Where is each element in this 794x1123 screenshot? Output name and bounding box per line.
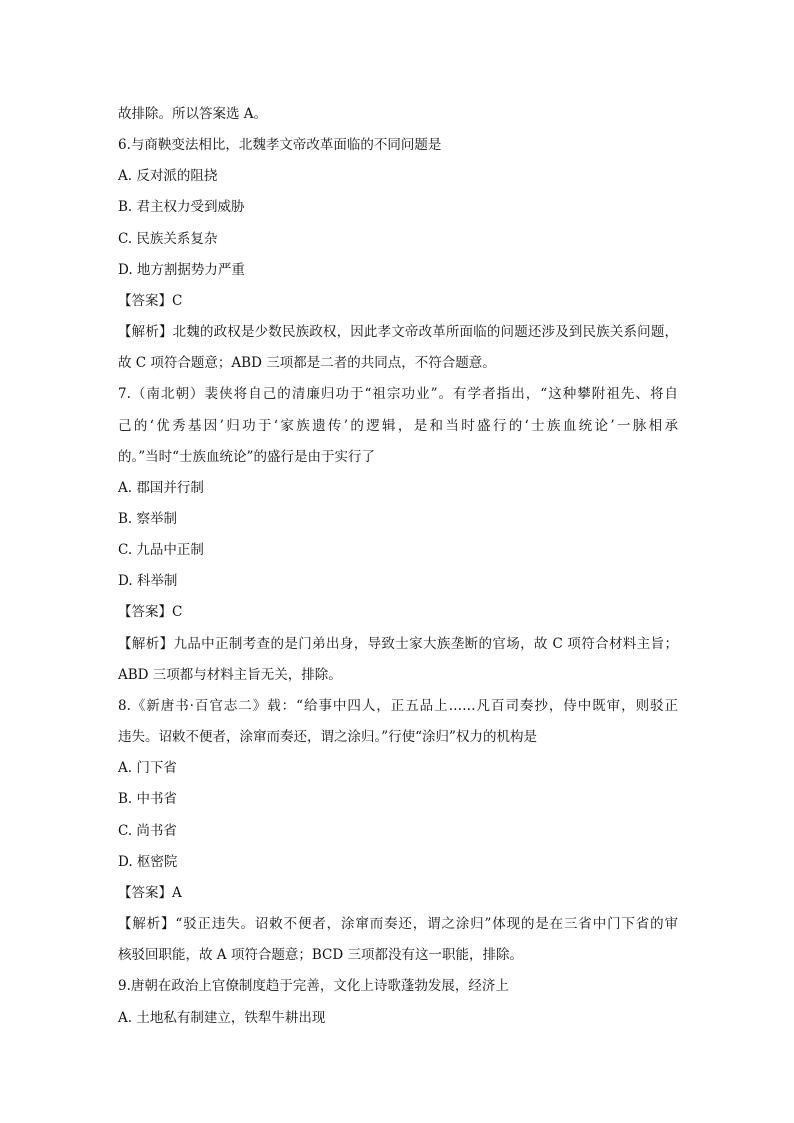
question-6-option-a: A. 反对派的阻挠 (118, 168, 218, 184)
question-8-option-a: A. 门下省 (118, 760, 177, 776)
question-9-stem: 9.唐朝在政治上官僚制度趋于完善，文化上诗歌蓬勃发展，经济上 (118, 978, 509, 994)
question-8-answer: 【答案】A (118, 885, 182, 901)
question-7-stem-line-2: 己的‘优秀基因’归功于‘家族遗传’的逻辑，是和当时盛行的‘士族血统论’一脉相承 (118, 418, 678, 434)
question-7-analysis-line-2: ABD 三项都与材料主旨无关，排除。 (118, 667, 342, 683)
question-8-option-d: D. 枢密院 (118, 854, 178, 870)
question-7-option-b: B. 察举制 (118, 511, 178, 527)
question-7-option-c: C. 九品中正制 (118, 542, 204, 558)
question-6-option-b: B. 君主权力受到威胁 (118, 199, 245, 215)
question-7-option-d: D. 科举制 (118, 573, 178, 589)
question-9-option-a: A. 土地私有制建立，铁犁牛耕出现 (118, 1010, 326, 1026)
question-6-option-d: D. 地方割据势力严重 (118, 262, 245, 278)
question-6-stem: 6.与商鞅变法相比，北魏孝文帝改革面临的不同问题是 (118, 137, 442, 153)
question-8-stem-line-2: 违失。诏敕不便者，涂窜而奏还，谓之涂归。”行使“涂归”权力的机构是 (118, 729, 537, 745)
question-6-analysis-line-1: 【解析】北魏的政权是少数民族政权，因此孝文帝改革所面临的问题还涉及到民族关系问题， (118, 324, 678, 340)
question-8-analysis-line-2: 核驳回职能，故 A 项符合题意；BCD 三项都没有这一职能，排除。 (118, 947, 523, 963)
text-line-answer-5-end: 故排除。所以答案选 A。 (118, 106, 268, 122)
question-7-option-a: A. 郡国并行制 (118, 480, 204, 496)
question-8-analysis-line-1: 【解析】“驳正违失。诏敕不便者，涂窜而奏还，谓之涂归”体现的是在三省中门下省的审 (118, 916, 678, 932)
question-7-analysis-line-1: 【解析】九品中正制考查的是门弟出身，导致士家大族垄断的官场，故 C 项符合材料主旨； (118, 636, 678, 652)
question-7-stem-line-1: 7.（南北朝）裴侠将自己的清廉归功于“祖宗功业”。有学者指出，“这种攀附祖先、将自 (118, 386, 678, 402)
question-8-option-c: C. 尚书省 (118, 823, 177, 839)
question-8-option-b: B. 中书省 (118, 791, 178, 807)
question-7-stem-line-3: 的。”当时“士族血统论”的盛行是由于实行了 (118, 449, 375, 465)
question-6-answer: 【答案】C (118, 293, 183, 309)
question-7-answer: 【答案】C (118, 604, 183, 620)
question-6-option-c: C. 民族关系复杂 (118, 231, 218, 247)
question-6-analysis-line-2: 故 C 项符合题意；ABD 三项都是二者的共同点，不符合题意。 (118, 355, 496, 371)
question-8-stem-line-1: 8.《新唐书·百官志二》载：“给事中四人，正五品上……凡百司奏抄，侍中既审，则驳正 (118, 698, 678, 714)
